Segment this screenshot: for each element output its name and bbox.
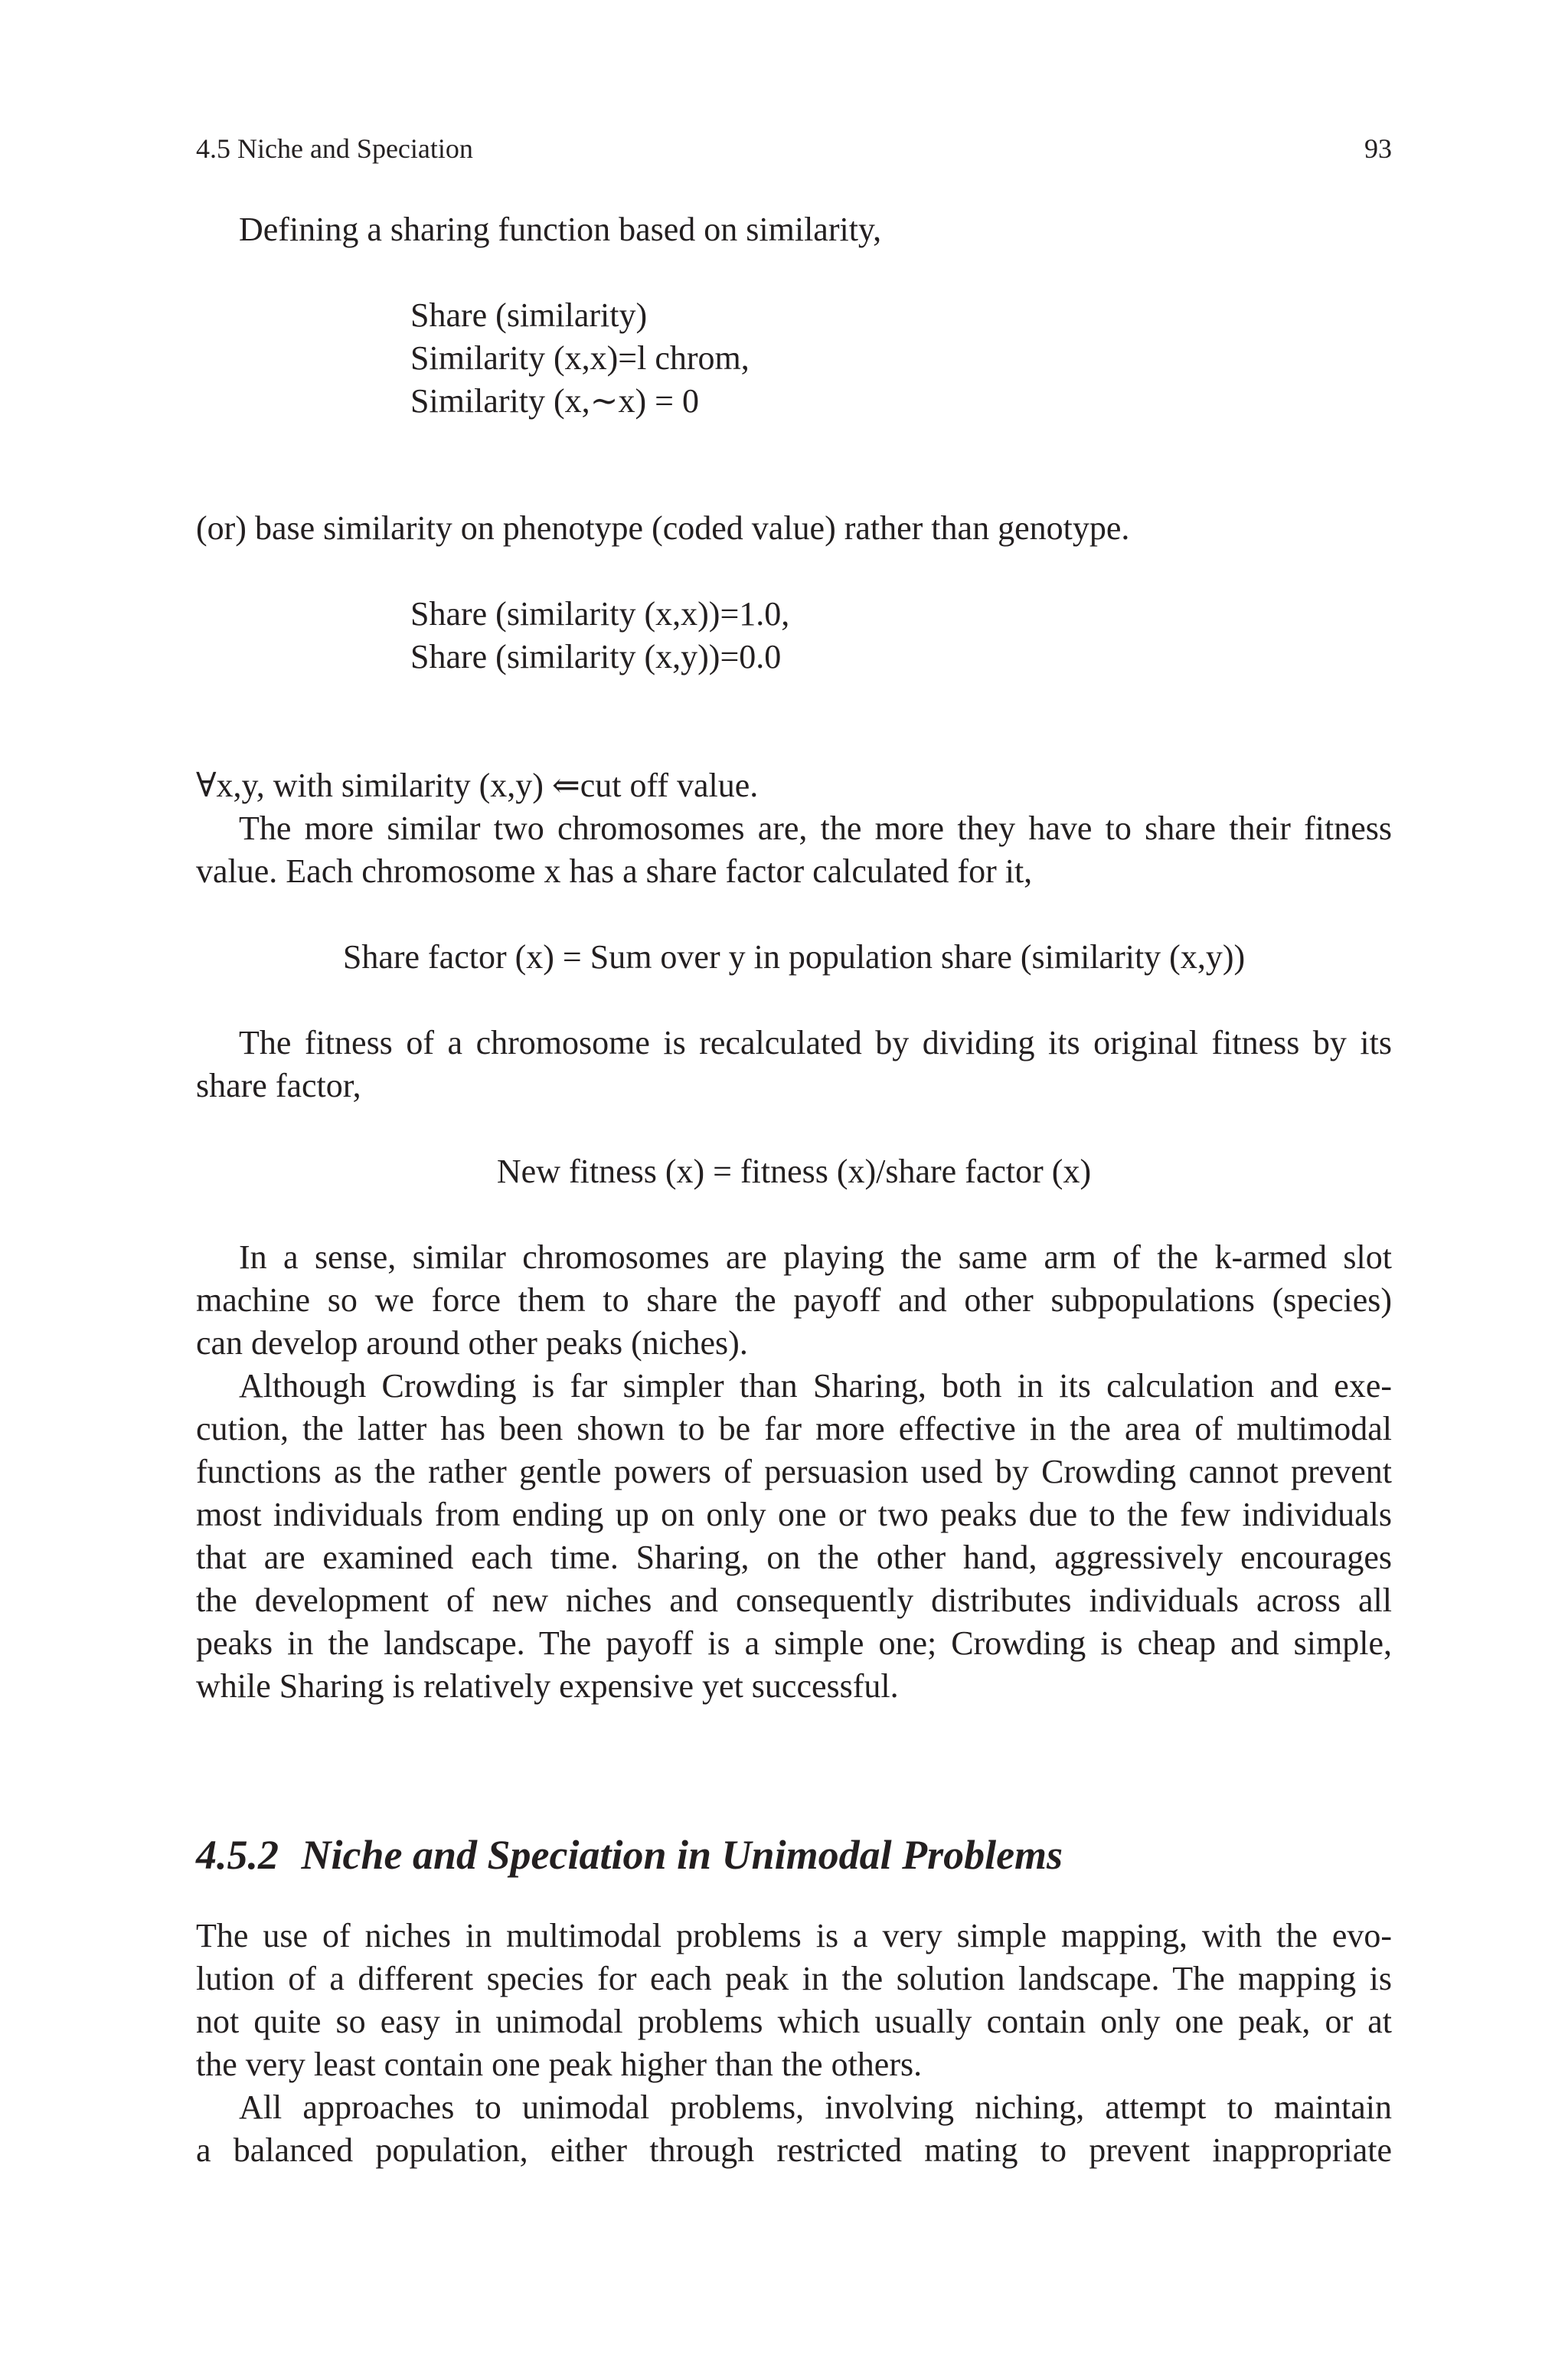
body-text-line: cution, the latter has been shown to be far more effective in the area of multimodal (196, 1410, 1392, 1447)
formula-line: Similarity (x,x)=l chrom, (410, 339, 750, 377)
equation-share-factor: Share factor (x) = Sum over y in population share (similarity (x,y)) (342, 938, 1246, 976)
body-text-line: machine so we force them to share the payoff and other subpopulations (species) (196, 1281, 1392, 1319)
section-title: Niche and Speciation in Unimodal Problems (301, 1832, 1063, 1878)
running-header-section: 4.5 Niche and Speciation (196, 133, 473, 164)
formula-line: Share (similarity (x,y))=0.0 (410, 638, 782, 675)
formula-line: Share (similarity) (410, 296, 648, 334)
body-text-line: not quite so easy in unimodal problems which usually contain only one peak, or at (196, 2003, 1392, 2040)
body-text-line: can develop around other peaks (niches). (196, 1324, 748, 1362)
formula-line: Share (similarity (x,x))=1.0, (410, 595, 790, 633)
body-text-line: The fitness of a chromosome is recalculated by dividing its original fitness by its (239, 1024, 1392, 1061)
body-text-line: functions as the rather gentle powers of persuasion used by Crowding cannot prevent (196, 1453, 1392, 1490)
body-text-line: share factor, (196, 1067, 361, 1104)
section-number: 4.5.2 (196, 1832, 279, 1878)
body-text-line: The more similar two chromosomes are, the more they have to share their fitness (239, 810, 1392, 847)
formula-line: Similarity (x,∼x) = 0 (410, 382, 699, 420)
body-text-line: the development of new niches and consequently distributes individuals across all (196, 1581, 1392, 1619)
body-text-line: lution of a different species for each peak in the solution landscape. The mapping is (196, 1960, 1392, 1997)
body-text-line: ∀x,y, with similarity (x,y) ⇐cut off value. (196, 767, 759, 804)
body-text-line: most individuals from ending up on only one or two peaks due to the few individuals (196, 1496, 1392, 1533)
page-number: 93 (1364, 133, 1392, 164)
body-text-line: a balanced population, either through restricted mating to prevent inappropriate (196, 2131, 1392, 2169)
equation-new-fitness: New fitness (x) = fitness (x)/share factor (x) (496, 1153, 1092, 1190)
body-text-line: value. Each chromosome x has a share factor calculated for it, (196, 852, 1033, 890)
body-text-line: Defining a sharing function based on similarity, (239, 211, 882, 248)
body-text-line: that are examined each time. Sharing, on the other hand, aggressively encourages (196, 1539, 1392, 1576)
body-text-line: while Sharing is relatively expensive yet successful. (196, 1667, 899, 1705)
body-text-line: In a sense, similar chromosomes are playing the same arm of the k-armed slot (239, 1238, 1392, 1276)
body-text-line: Although Crowding is far simpler than Sharing, both in its calculation and exe- (239, 1367, 1392, 1405)
body-text-line: peaks in the landscape. The payoff is a simple one; Crowding is cheap and simple, (196, 1624, 1392, 1662)
body-text-line: (or) base similarity on phenotype (coded value) rather than genotype. (196, 509, 1130, 547)
body-text-line: All approaches to unimodal problems, involving niching, attempt to maintain (239, 2088, 1392, 2126)
section-heading (196, 1830, 1063, 1879)
running-header (196, 132, 1392, 165)
body-text-line: The use of niches in multimodal problems is a very simple mapping, with the evo- (196, 1917, 1392, 1954)
body-text-line: the very least contain one peak higher than the others. (196, 2046, 923, 2083)
